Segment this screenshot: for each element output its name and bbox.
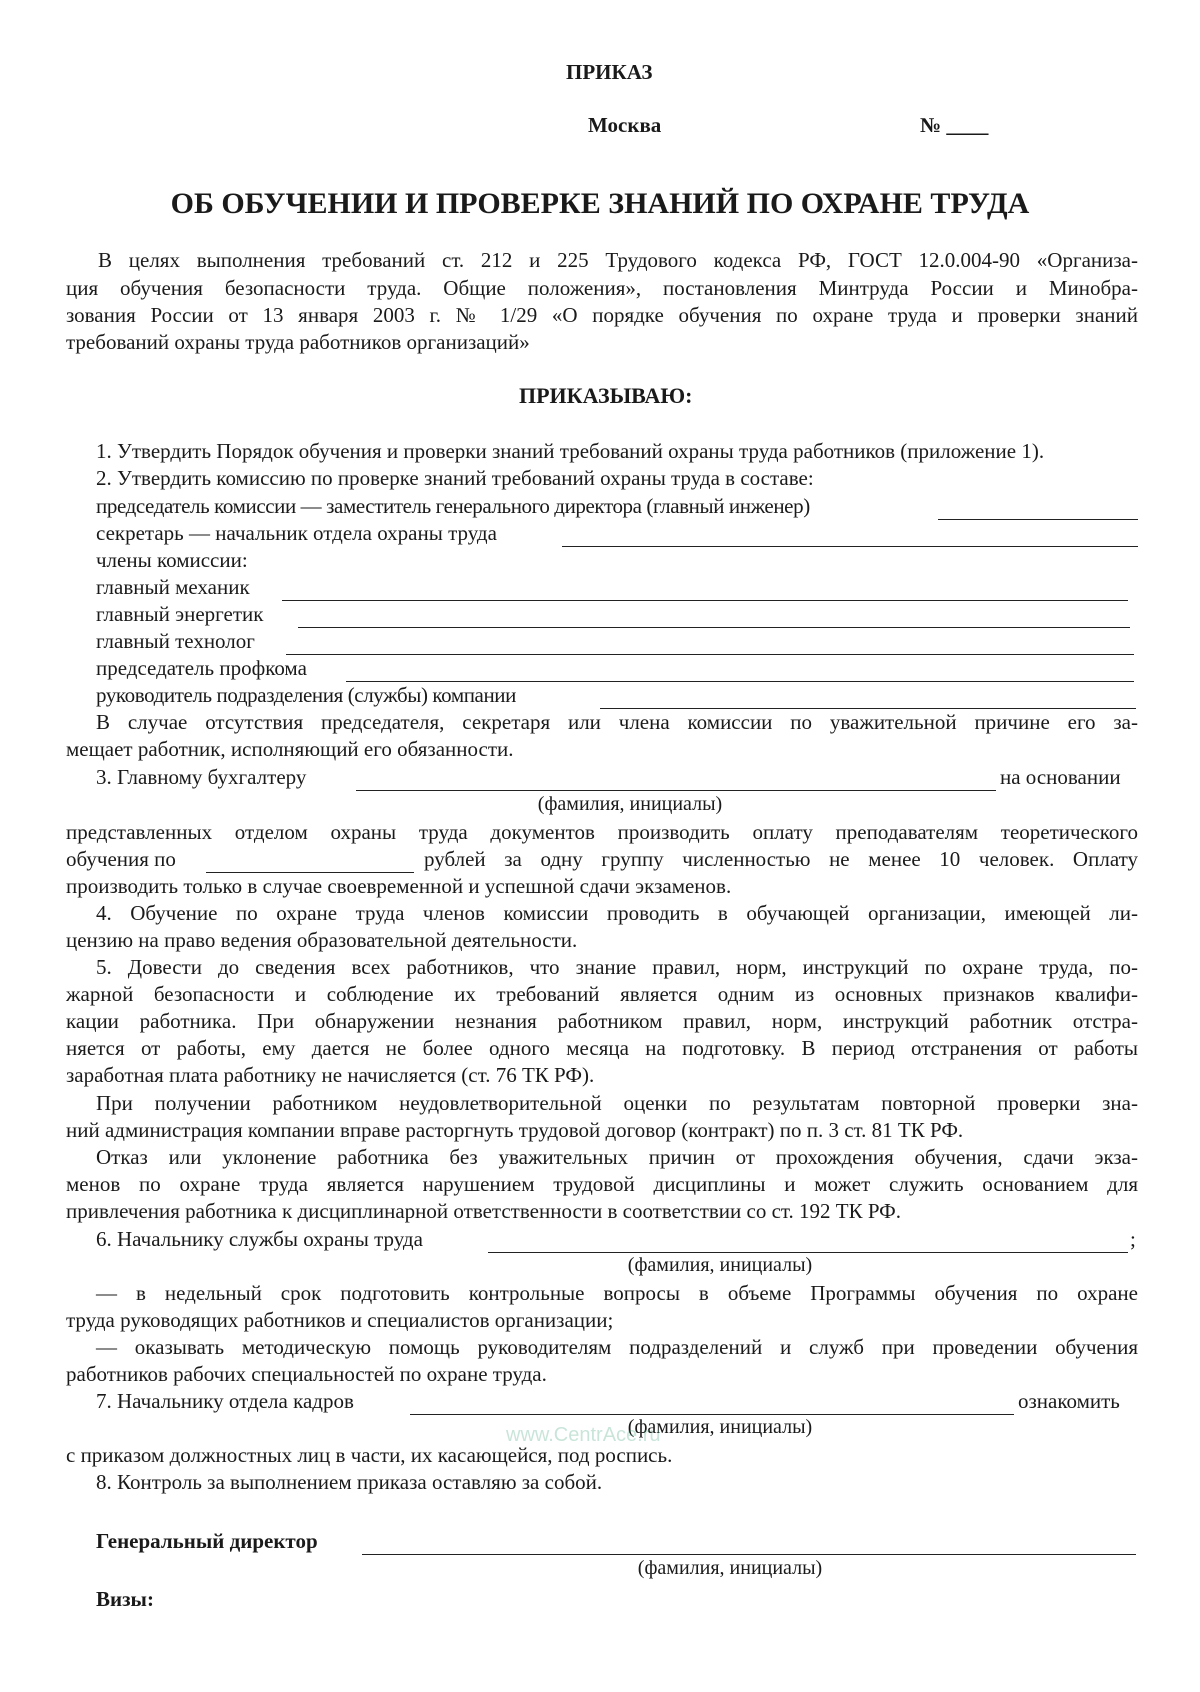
preamble-line: ция обучения безопасности труда. Общие положения», постановления Минтруда России и Минобра- <box>66 276 1138 300</box>
item-6-caption: (фамилия, инициалы) <box>627 1254 813 1276</box>
item-5-line: заработная плата работнику не начисляется (ст. 76 ТК РФ). <box>66 1063 595 1087</box>
item-2: 2. Утвердить комиссию по проверке знаний требований охраны труда в составе: <box>96 466 814 490</box>
item-5-line: 5. Довести до сведения всех работников, что знание правил, норм, инструкций по охране труда, по- <box>96 955 1138 979</box>
absence-line: мещает работник, исполняющий его обязанности. <box>66 737 514 761</box>
item-4-line: цензию на право ведения образовательной деятельности. <box>66 928 578 952</box>
refusal-line: менов по охране труда является нарушением трудовой дисциплины и может служить основанием для <box>66 1172 1138 1196</box>
item-7-line: с приказом должностных лиц в части, их касающейся, под роспись. <box>66 1443 673 1467</box>
item-3-line: производить только в случае своевременной и успешной сдачи экзаменов. <box>66 874 732 898</box>
item-6-line: работников рабочих специальностей по охране труда. <box>66 1362 547 1386</box>
refusal-line: привлечения работника к дисциплинарной ответственности в соответствии со ст. 192 ТК РФ. <box>66 1199 902 1223</box>
member-mechanic-label: главный механик <box>96 575 250 599</box>
commission-secretary-label: секретарь — начальник отдела охраны труда <box>96 521 497 545</box>
commission-chair-label: председатель комиссии — заместитель генерального директора (главный инженер) <box>96 494 810 518</box>
item-5-line: кации работника. При обнаружении незнания работником правил, норм, инструкций работник отстра- <box>66 1009 1138 1033</box>
item-6-start: 6. Начальнику службы охраны труда <box>96 1227 423 1251</box>
item-6-line: труда руководящих работников и специалистов организации; <box>66 1308 614 1332</box>
item-3-line2-start: обучения по <box>66 847 176 871</box>
member-technologist-blank <box>286 654 1134 655</box>
item-8: 8. Контроль за выполнением приказа оставляю за собой. <box>96 1470 603 1494</box>
item-3-caption: (фамилия, инициалы) <box>537 793 723 815</box>
preamble-line: В целях выполнения требований ст. 212 и 225 Трудового кодекса РФ, ГОСТ 12.0.004-90 «Организа- <box>98 248 1138 272</box>
doc-title: ОБ ОБУЧЕНИИ И ПРОВЕРКЕ ЗНАНИЙ ПО ОХРАНЕ ТРУДА <box>170 187 1030 220</box>
order-number: № ____ <box>920 113 989 137</box>
watermark: www.CentrAce.ru <box>506 1424 661 1446</box>
item-5-line: няется от работы, ему дается не более одного месяца на подготовку. В период отстранения от работы <box>66 1036 1138 1060</box>
item-4-line: 4. Обучение по охране труда членов комиссии проводить в обучающей организации, имеющей ли- <box>96 901 1138 925</box>
item-7-end: ознакомить <box>1018 1389 1120 1413</box>
preamble-line: требований охраны труда работников организаций» <box>66 330 530 354</box>
item-6-line: — оказывать методическую помощь руководителям подразделений и служб при проведении обучения <box>96 1335 1138 1359</box>
unsatisfactory-line: ний администрация компании вправе расторгнуть трудовой договор (контракт) по п. 3 ст. 81 ТК РФ. <box>66 1118 964 1142</box>
item-3-line2-end: рублей за одну группу численностью не менее 10 человек. Оплату <box>424 847 1138 871</box>
item-3-line: представленных отделом охраны труда документов производить оплату преподавателям теоретического <box>66 820 1138 844</box>
member-mechanic-blank <box>282 600 1128 601</box>
member-energetic-blank <box>298 627 1130 628</box>
item-6-line: — в недельный срок подготовить контрольные вопросы в объеме Программы обучения по охране <box>96 1281 1138 1305</box>
doc-type: ПРИКАЗ <box>566 60 653 84</box>
item-1: 1. Утвердить Порядок обучения и проверки знаний требований охраны труда работников (приложение 1). <box>96 439 1045 463</box>
signature-caption: (фамилия, инициалы) <box>637 1557 823 1579</box>
item-6-end: ; <box>1130 1227 1136 1251</box>
member-unit-head-label: руководитель подразделения (службы) компании <box>96 683 516 707</box>
member-technologist-label: главный технолог <box>96 629 255 653</box>
city: Москва <box>588 113 662 137</box>
preamble-line: зования России от 13 января 2003 г. № 1/29 «О порядке обучения по охране труда и проверки знаний <box>66 303 1138 327</box>
absence-line: В случае отсутствия председателя, секретаря или члена комиссии по уважительной причине его за- <box>96 710 1138 734</box>
visas-label: Визы: <box>96 1587 154 1611</box>
signature-blank <box>362 1554 1136 1555</box>
item-5-line: жарной безопасности и соблюдение их требований является одним из основных признаков квалифи- <box>66 982 1138 1006</box>
member-energetic-label: главный энергетик <box>96 602 264 626</box>
commission-secretary-blank <box>562 546 1138 547</box>
commission-chair-blank <box>938 519 1138 520</box>
refusal-line: Отказ или уклонение работника без уважительных причин от прохождения обучения, сдачи экза- <box>96 1145 1138 1169</box>
item-7-start: 7. Начальнику отдела кадров <box>96 1389 354 1413</box>
member-union-chair-label: председатель профкома <box>96 656 307 680</box>
item-3-start: 3. Главному бухгалтеру <box>96 765 307 789</box>
order-heading: ПРИКАЗЫВАЮ: <box>519 383 693 408</box>
item-3-blank <box>356 790 996 791</box>
item-3-end: на основании <box>1000 765 1121 789</box>
commission-members-label: члены комиссии: <box>96 548 248 572</box>
unsatisfactory-line: При получении работником неудовлетворительной оценки по результатам повторной проверки зна- <box>96 1091 1138 1115</box>
signature-label: Генеральный директор <box>96 1529 318 1553</box>
item-7-caption: (фамилия, инициалы) <box>627 1416 813 1438</box>
